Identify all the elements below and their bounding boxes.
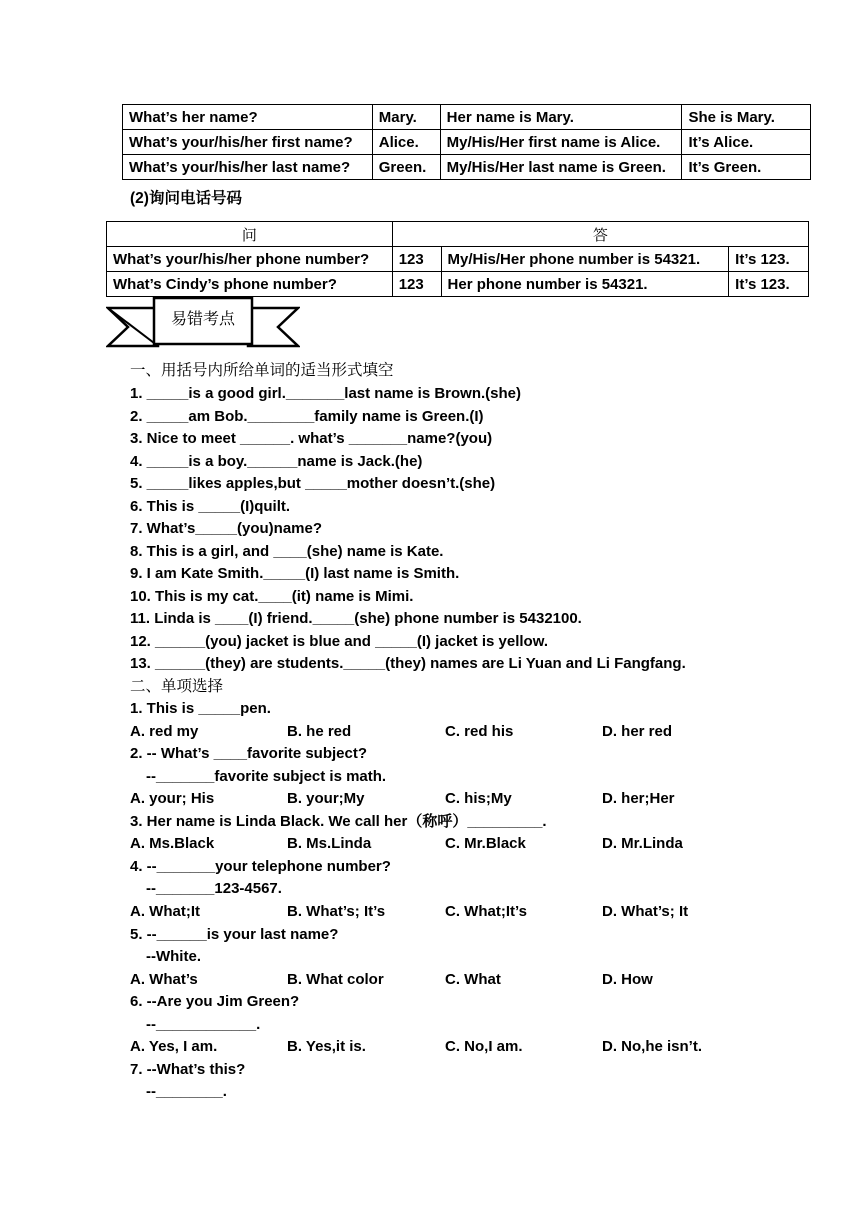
table-row (107, 272, 809, 297)
option-a: A. your; His (130, 790, 215, 807)
table-row (123, 130, 811, 155)
list-item: 7. What’s_____(you)name? (130, 520, 323, 537)
section-2-heading: 二、单项选择 (130, 678, 224, 695)
banner-label: 易错考点 (170, 309, 235, 328)
list-item: 5. _____likes apples,but _____mother doesn’t.(she) (130, 475, 496, 492)
question-stem: 2. -- What’s ____favorite subject? (130, 745, 368, 762)
option-c: C. What (445, 971, 501, 988)
table-cell: It’s Alice. (682, 130, 811, 155)
list-item: 13. ______(they) are students._____(they) names are Li Yuan and Li Fangfang. (130, 655, 686, 672)
list-item: 1. _____is a good girl._______last name is Brown.(she) (130, 385, 522, 402)
table-cell: My/His/Her first name is Alice. (440, 130, 682, 155)
list-item: 8. This is a girl, and ____(she) name is Kate. (130, 543, 444, 560)
answer-options (130, 789, 850, 809)
list-item: 10. This is my cat.____(it) name is Mimi. (130, 588, 414, 605)
table-row (107, 247, 809, 272)
table-cell: What’s your/his/her first name? (123, 130, 373, 155)
table-cell: She is Mary. (682, 105, 811, 130)
table-cell: Alice. (372, 130, 440, 155)
list-item: 11. Linda is ____(I) friend._____(she) phone number is 5432100. (130, 610, 582, 627)
table-header-row (107, 222, 809, 247)
table-row (123, 105, 811, 130)
table-cell: Green. (372, 155, 440, 180)
question-line: --_______123-4567. (146, 880, 282, 897)
list-item: 9. I am Kate Smith._____(I) last name is Smith. (130, 565, 460, 582)
list-item: 6. This is _____(I)quilt. (130, 498, 291, 515)
answer-options (130, 722, 850, 742)
table-cell: It’s Green. (682, 155, 811, 180)
table-cell: 123 (392, 272, 441, 297)
option-d: D. How (602, 971, 653, 988)
error-prone-banner (106, 296, 300, 358)
option-b: B. What’s; It’s (287, 903, 386, 920)
option-d: D. her red (602, 723, 673, 740)
answer-options (130, 970, 850, 990)
table-cell: Her name is Mary. (440, 105, 682, 130)
phone-question-table (106, 221, 809, 297)
option-a: A. Ms.Black (130, 835, 215, 852)
option-c: C. Mr.Black (445, 835, 526, 852)
table-cell: What’s your/his/her phone number? (107, 247, 393, 272)
question-stem: 4. --_______your telephone number? (130, 858, 391, 875)
option-a: A. Yes, I am. (130, 1038, 218, 1055)
column-header-ask: 问 (107, 222, 393, 247)
table-row (123, 155, 811, 180)
option-b: B. Yes,it is. (287, 1038, 366, 1055)
option-d: D. Mr.Linda (602, 835, 683, 852)
table-cell: 123 (392, 247, 441, 272)
option-b: B. he red (287, 723, 352, 740)
question-stem: 7. --What’s this? (130, 1061, 246, 1078)
option-a: A. red my (130, 723, 199, 740)
table-cell: It’s 123. (729, 272, 809, 297)
column-header-answer: 答 (392, 222, 808, 247)
table-cell: Mary. (372, 105, 440, 130)
answer-options (130, 902, 850, 922)
question-stem: 1. This is _____pen. (130, 700, 271, 717)
question-line: --White. (146, 948, 201, 965)
option-c: C. his;My (445, 790, 512, 807)
list-item: 3. Nice to meet ______. what’s _______name?(you) (130, 430, 493, 447)
option-b: B. Ms.Linda (287, 835, 372, 852)
table-cell: My/His/Her last name is Green. (440, 155, 682, 180)
table-cell: What’s your/his/her last name? (123, 155, 373, 180)
option-a: A. What’s (130, 971, 198, 988)
question-stem: 3. Her name is Linda Black. We call her（称呼）_________. (130, 813, 547, 830)
table-cell: My/His/Her phone number is 54321. (441, 247, 729, 272)
answer-options (130, 834, 850, 854)
option-c: C. No,I am. (445, 1038, 523, 1055)
list-item: 12. ______(you) jacket is blue and _____(I) jacket is yellow. (130, 633, 548, 650)
option-d: D. What’s; It (602, 903, 689, 920)
phone-section-caption: (2)询问电话号码 (130, 190, 242, 207)
question-line: --_______favorite subject is math. (146, 768, 387, 785)
section-1-heading: 一、用括号内所给单词的适当形式填空 (130, 362, 394, 379)
table-cell: It’s 123. (729, 247, 809, 272)
option-c: C. What;It’s (445, 903, 527, 920)
option-c: C. red his (445, 723, 514, 740)
table-cell: Her phone number is 54321. (441, 272, 729, 297)
question-stem: 5. --______is your last name? (130, 926, 339, 943)
table-cell: What’s Cindy’s phone number? (107, 272, 393, 297)
option-d: D. her;Her (602, 790, 675, 807)
list-item: 4. _____is a boy.______name is Jack.(he) (130, 453, 423, 470)
name-question-table (122, 104, 811, 180)
question-stem: 6. --Are you Jim Green? (130, 993, 300, 1010)
option-b: B. your;My (287, 790, 365, 807)
answer-options (130, 1037, 850, 1057)
option-a: A. What;It (130, 903, 200, 920)
question-line: --________. (146, 1083, 227, 1100)
table-cell: What’s her name? (123, 105, 373, 130)
question-line: --____________. (146, 1016, 261, 1033)
list-item: 2. _____am Bob.________family name is Green.(I) (130, 408, 484, 425)
option-b: B. What color (287, 971, 384, 988)
option-d: D. No,he isn’t. (602, 1038, 703, 1055)
